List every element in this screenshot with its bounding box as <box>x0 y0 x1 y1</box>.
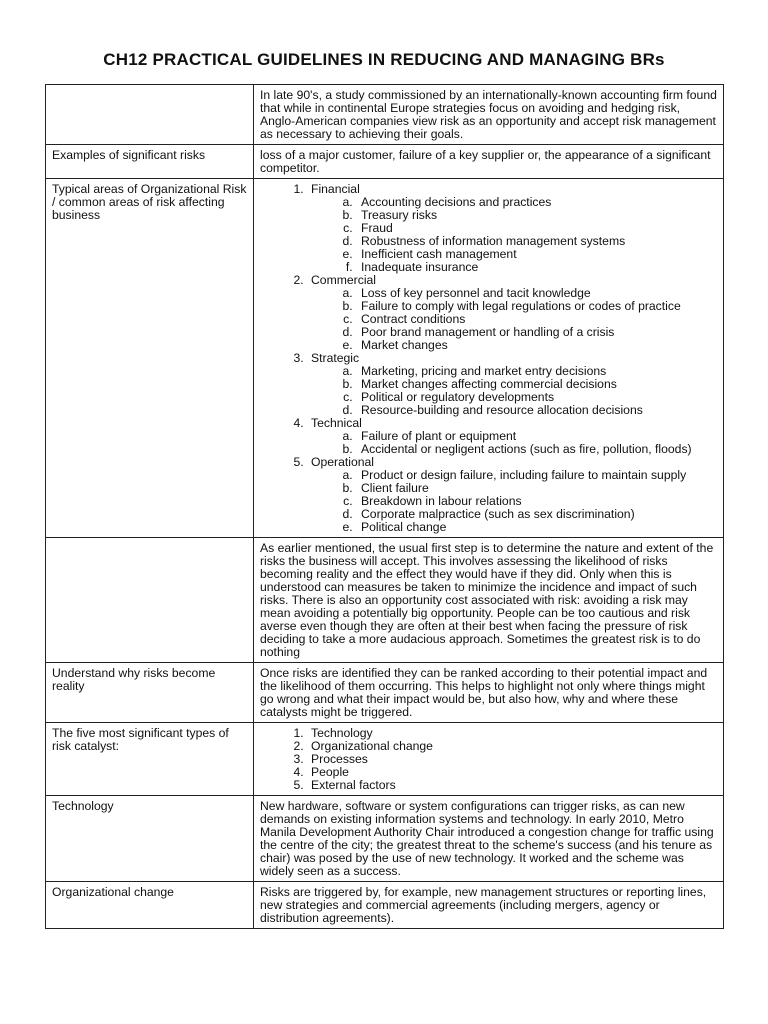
table-row <box>46 882 724 929</box>
catalyst-list <box>260 727 717 792</box>
row-text: In late 90's, a study commissioned by an internationally-known accounting firm found that while in continental Europe strategies focus on avoiding and hedging risk, Anglo-American companies view risk as an opportunity and accept risk management as necessary to achieving their goals. <box>254 85 724 145</box>
risk-area-name: Financial <box>311 182 360 196</box>
list-item: a. Product or design failure, including failure to maintain supply <box>356 469 717 482</box>
list-item: c. Fraud <box>356 222 717 235</box>
guidelines-table <box>45 84 724 929</box>
row-text: Once risks are identified they can be ranked according to their potential impact and the likelihood of them occurring. This helps to highlight not only where things might go wrong and what their impact would be, but also how, why and where these catalysts might be triggered. <box>254 663 724 723</box>
row-label: Understand why risks become reality <box>46 663 254 723</box>
list-item: e. Inefficient cash management <box>356 248 717 261</box>
table-row <box>46 538 724 663</box>
risk-sublist <box>311 287 717 352</box>
list-item: 1. Technology <box>307 727 717 740</box>
list-item: b. Accidental or negligent actions (such as fire, pollution, floods) <box>356 443 717 456</box>
row-text: Risks are triggered by, for example, new management structures or reporting lines, new strategies and commercial agreements (including mergers, agency or distribution agreements). <box>254 882 724 929</box>
list-item: a. Marketing, pricing and market entry decisions <box>356 365 717 378</box>
list-item: b. Client failure <box>356 482 717 495</box>
risk-area-item <box>307 456 717 534</box>
list-item: c. Contract conditions <box>356 313 717 326</box>
list-item: a. Failure of plant or equipment <box>356 430 717 443</box>
risk-sublist <box>311 469 717 534</box>
table-row <box>46 145 724 179</box>
list-item: d. Resource-building and resource allocation decisions <box>356 404 717 417</box>
list-item: e. Market changes <box>356 339 717 352</box>
row-text: New hardware, software or system configurations can trigger risks, as can new demands on existing information systems and technology. In early 2010, Metro Manila Development Authority Chair introduced a congestion change for traffic using the centre of the city; the greatest threat to the scheme's success (and his tenure as chair) was posed by the use of new technology. It worked and the scheme was widely seen as a success. <box>254 796 724 882</box>
row-label <box>46 85 254 145</box>
list-item: e. Political change <box>356 521 717 534</box>
risk-area-item <box>307 352 717 417</box>
risk-area-name: Commercial <box>311 273 377 287</box>
list-item: c. Breakdown in labour relations <box>356 495 717 508</box>
list-item: b. Treasury risks <box>356 209 717 222</box>
row-label: Examples of significant risks <box>46 145 254 179</box>
document-title: CH12 PRACTICAL GUIDELINES IN REDUCING AND MANAGING BRs <box>103 50 665 69</box>
risk-sublist <box>311 196 717 274</box>
row-text: As earlier mentioned, the usual first step is to determine the nature and extent of the risks the business will accept. This involves assessing the likelihood of risks becoming reality and the effect they would have if they did. Only when this is understood can measures be taken to minimize the incidence and impact of such risks. There is also an opportunity cost associated with risk: avoiding a risk may mean avoiding a potentially big opportunity. People can be too cautious and risk averse even though they are often at their best when facing the pressure of risk deciding to take a more audacious approach. Sometimes the greatest risk is to do nothing <box>254 538 724 663</box>
row-text: loss of a major customer, failure of a key supplier or, the appearance of a significant competitor. <box>254 145 724 179</box>
row-label <box>46 538 254 663</box>
risk-area-item <box>307 183 717 274</box>
list-item: a. Accounting decisions and practices <box>356 196 717 209</box>
table-row <box>46 723 724 796</box>
catalyst-cell <box>254 723 724 796</box>
risk-area-name: Strategic <box>311 351 360 365</box>
row-label: The five most significant types of risk catalyst: <box>46 723 254 796</box>
table-row <box>46 796 724 882</box>
risk-area-item <box>307 417 717 456</box>
list-item: f. Inadequate insurance <box>356 261 717 274</box>
risk-areas-list <box>260 183 717 534</box>
risk-area-name: Technical <box>311 416 362 430</box>
row-label: Typical areas of Organizational Risk / common areas of risk affecting business <box>46 179 254 538</box>
risk-sublist <box>311 430 717 456</box>
list-item: d. Poor brand management or handling of a crisis <box>356 326 717 339</box>
row-label: Organizational change <box>46 882 254 929</box>
list-item: d. Robustness of information management systems <box>356 235 717 248</box>
table-row <box>46 85 724 145</box>
table-row <box>46 179 724 538</box>
risk-sublist <box>311 365 717 417</box>
list-item: 4. People <box>307 766 717 779</box>
list-item: 5. External factors <box>307 779 717 792</box>
list-item: a. Loss of key personnel and tacit knowledge <box>356 287 717 300</box>
list-item: c. Political or regulatory developments <box>356 391 717 404</box>
risk-area-name: Operational <box>311 455 375 469</box>
list-item: b. Failure to comply with legal regulations or codes of practice <box>356 300 717 313</box>
table-row <box>46 663 724 723</box>
row-label: Technology <box>46 796 254 882</box>
list-item: 2. Organizational change <box>307 740 717 753</box>
risk-areas-cell <box>254 179 724 538</box>
list-item: b. Market changes affecting commercial decisions <box>356 378 717 391</box>
list-item: 3. Processes <box>307 753 717 766</box>
risk-area-item <box>307 274 717 352</box>
list-item: d. Corporate malpractice (such as sex discrimination) <box>356 508 717 521</box>
